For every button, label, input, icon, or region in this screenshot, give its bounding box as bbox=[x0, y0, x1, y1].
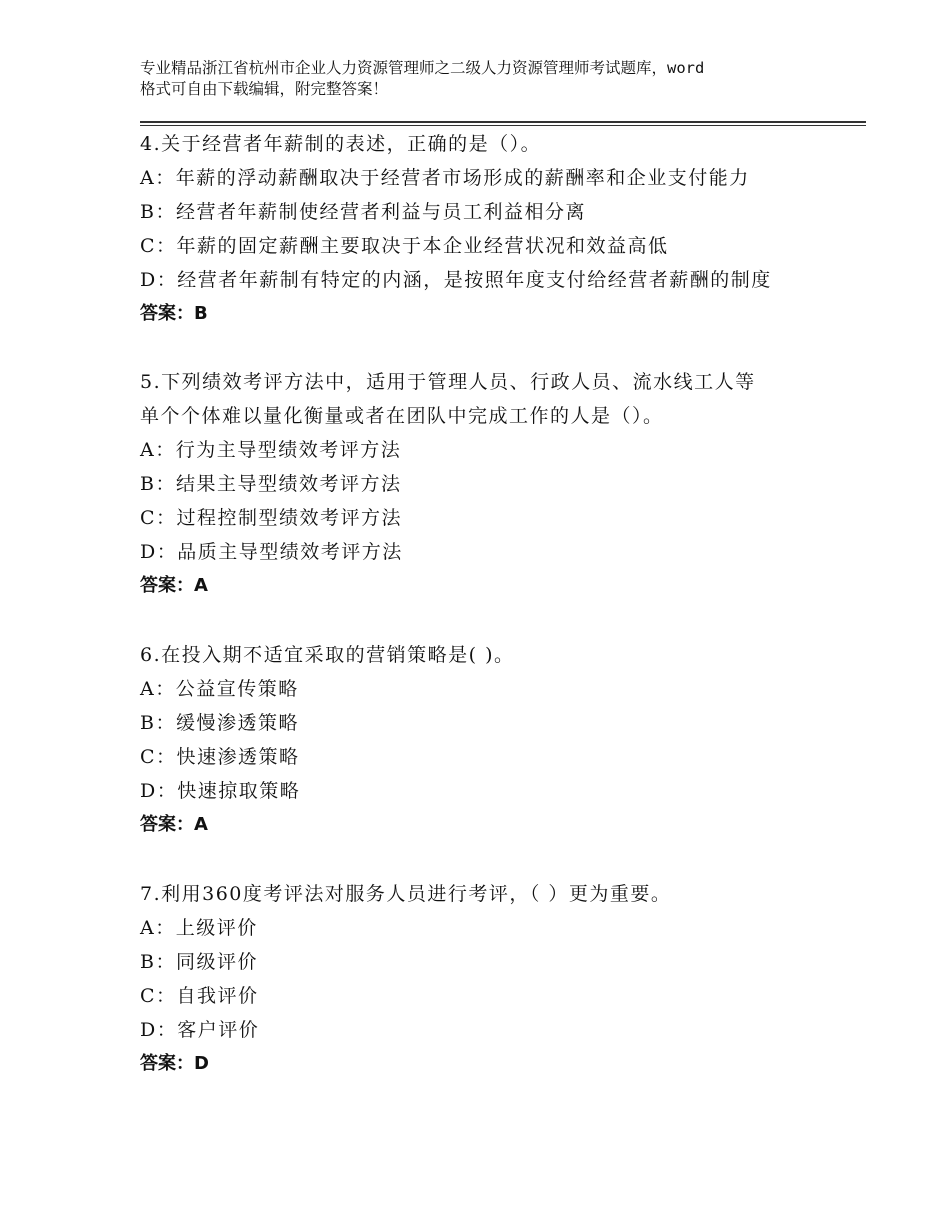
question-stem-line-2: 单个个体难以量化衡量或者在团队中完成工作的人是（）。 bbox=[140, 405, 664, 427]
option-c: C：自我评价 bbox=[140, 985, 259, 1007]
header-divider-thin bbox=[140, 125, 866, 126]
option-a: A：公益宣传策略 bbox=[140, 678, 299, 700]
answer-label: 答案：D bbox=[140, 1053, 209, 1074]
header-line-2: 格式可自由下载编辑，附完整答案！ bbox=[140, 80, 389, 98]
option-d: D：经营者年薪制有特定的内涵，是按照年度支付给经营者薪酬的制度 bbox=[140, 269, 772, 291]
answer-label: 答案：B bbox=[140, 303, 208, 324]
option-list bbox=[140, 911, 840, 1047]
option-a: A：上级评价 bbox=[140, 917, 258, 939]
header-line-1: 专业精品浙江省杭州市企业人力资源管理师之二级人力资源管理师考试题库，word bbox=[140, 59, 705, 77]
option-d: D：快速掠取策略 bbox=[140, 780, 301, 802]
option-b: B：缓慢渗透策略 bbox=[140, 712, 299, 734]
question-4 bbox=[140, 127, 840, 331]
option-c: C：过程控制型绩效考评方法 bbox=[140, 507, 403, 529]
answer-label: 答案：A bbox=[140, 575, 208, 596]
option-c: C：年薪的固定薪酬主要取决于本企业经营状况和效益高低 bbox=[140, 235, 669, 257]
option-a: A：年薪的浮动薪酬取决于经营者市场形成的薪酬率和企业支付能力 bbox=[140, 167, 750, 189]
option-c: C：快速渗透策略 bbox=[140, 746, 300, 768]
option-d: D：客户评价 bbox=[140, 1019, 260, 1041]
option-list bbox=[140, 433, 840, 569]
option-a: A：行为主导型绩效考评方法 bbox=[140, 439, 402, 461]
option-b: B：同级评价 bbox=[140, 951, 258, 973]
document-header bbox=[140, 58, 840, 100]
answer-label: 答案：A bbox=[140, 814, 208, 835]
question-stem: 6.在投入期不适宜采取的营销策略是( )。 bbox=[140, 644, 515, 666]
option-b: B：经营者年薪制使经营者利益与员工利益相分离 bbox=[140, 201, 586, 223]
question-7 bbox=[140, 877, 840, 1081]
question-stem: 4.关于经营者年薪制的表述，正确的是（）。 bbox=[140, 133, 542, 155]
question-6 bbox=[140, 638, 840, 842]
option-b: B：结果主导型绩效考评方法 bbox=[140, 473, 402, 495]
question-stem-line-1: 5.下列绩效考评方法中，适用于管理人员、行政人员、流水线工人等 bbox=[140, 371, 756, 393]
option-d: D：品质主导型绩效考评方法 bbox=[140, 541, 403, 563]
header-divider bbox=[140, 121, 866, 123]
option-list bbox=[140, 672, 840, 808]
question-stem: 7.利用360度考评法对服务人员进行考评，（ ）更为重要。 bbox=[140, 883, 672, 905]
question-5 bbox=[140, 365, 840, 603]
option-list bbox=[140, 161, 840, 297]
